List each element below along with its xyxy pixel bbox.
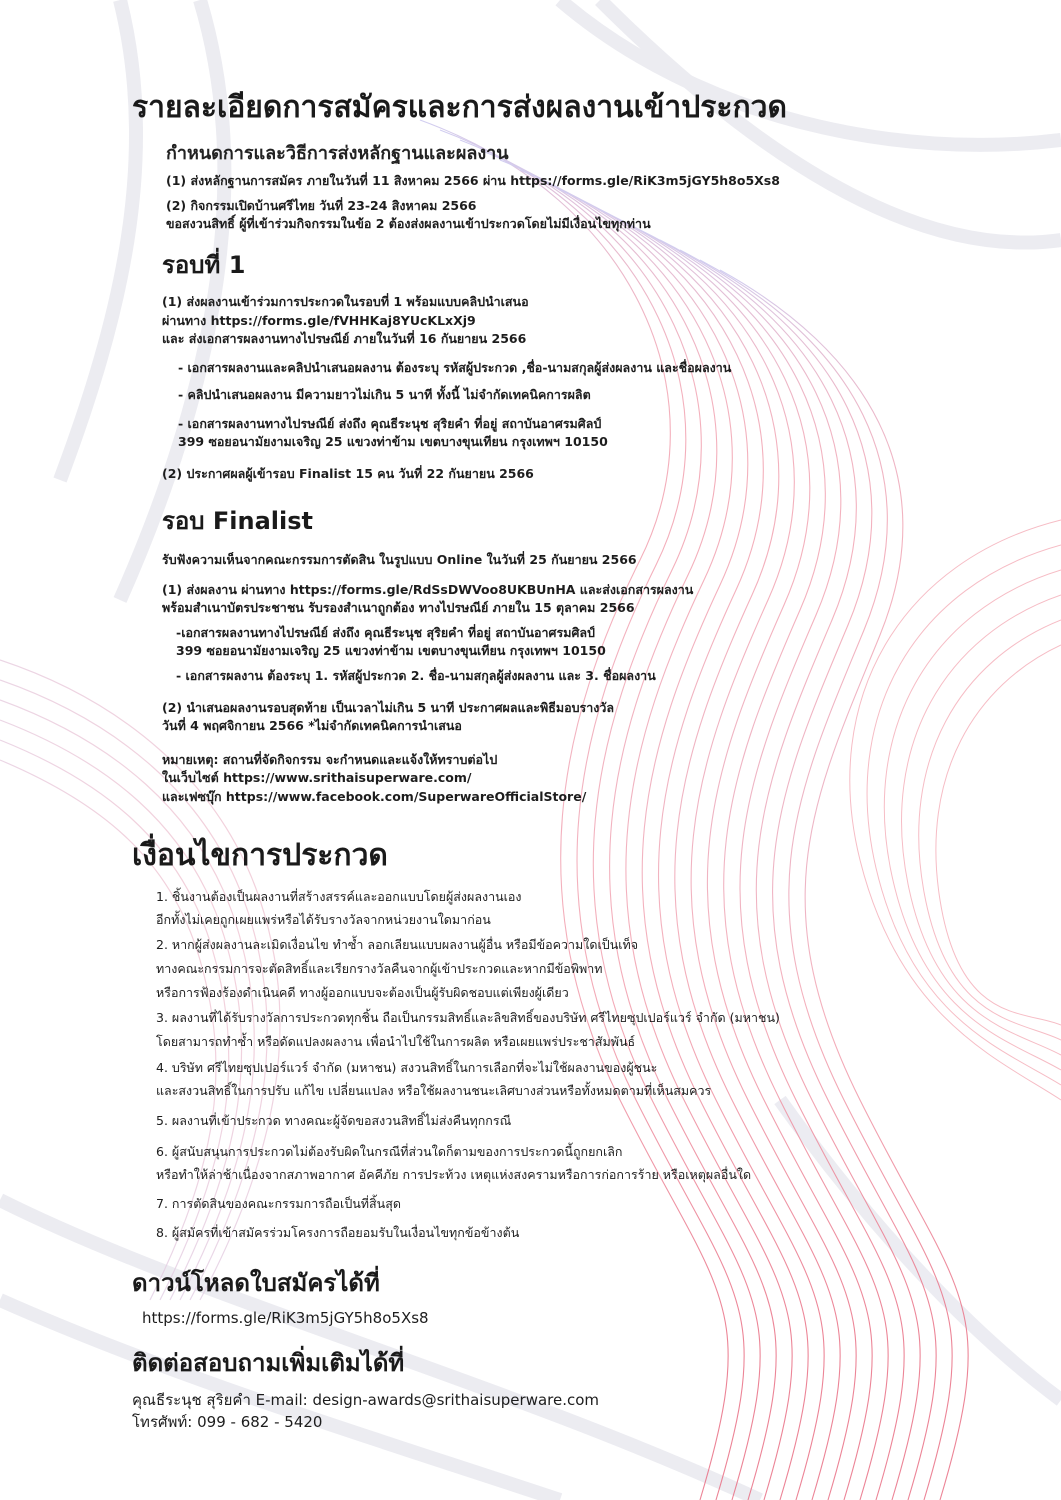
round1-item-1-line-2: ผ่านทาง https://forms.gle/fVHHKaj8YUcKLxXj9 bbox=[162, 313, 476, 328]
condition-7: 7. การตัดสินของคณะกรรมการถือเป็นที่สิ้นสุด bbox=[156, 1196, 401, 1211]
contact-heading: ติดต่อสอบถามเพิ่มเติมได้ที่ bbox=[132, 1349, 405, 1377]
finalist-bullet-1-line-1: -เอกสารผลงานทางไปรษณีย์ ส่งถึง คุณธีระนุช สุริยคำ ที่อยู่ สถาบันอาศรมศิลป์ bbox=[176, 625, 595, 640]
submission-heading: กำหนดการและวิธีการส่งหลักฐานและผลงาน bbox=[166, 143, 509, 164]
round1-heading: รอบที่ 1 bbox=[162, 251, 246, 279]
round1-bullet-1: - เอกสารผลงานและคลิปนำเสนอผลงาน ต้องระบุ รหัสผู้ประกวด ,ชื่อ-นามสกุลผู้ส่งผลงาน และชื่อผลงาน bbox=[178, 360, 732, 375]
condition-6-line-1: 6. ผู้สนับสนุนการประกวดไม่ต้องรับผิดในกรณีที่ส่วนใดก็ตามของการประกวดนี้ถูกยกเลิก bbox=[156, 1144, 623, 1159]
finalist-item-2-line-2: วันที่ 4 พฤศจิกายน 2566 *ไม่จำกัดเทคนิคการนำเสนอ bbox=[162, 718, 462, 733]
finalist-heading: รอบ Finalist bbox=[162, 507, 314, 535]
finalist-item-2-line-1: (2) นำเสนอผลงานรอบสุดท้าย เป็นเวลาไม่เกิน 5 นาที ประกาศผลและพิธีมอบรางวัล bbox=[162, 700, 615, 715]
finalist-intro: รับฟังความเห็นจากคณะกรรมการตัดสิน ในรูปแบบ Online ในวันที่ 25 กันยายน 2566 bbox=[162, 552, 637, 567]
submission-item-2-line-1: (2) กิจกรรมเปิดบ้านศรีไทย วันที่ 23-24 สิงหาคม 2566 bbox=[166, 198, 477, 213]
finalist-note-line-3: และเฟซบุ๊ก https://www.facebook.com/SuperwareOfficialStore/ bbox=[162, 789, 587, 804]
contact-name-email: คุณธีระนุช สุริยคำ E-mail: design-awards@srithaisuperware.com bbox=[132, 1391, 600, 1409]
condition-2-line-2: ทางคณะกรรมการจะตัดสิทธิ์และเรียกรางวัลคืนจากผู้เข้าประกวดและหากมีข้อพิพาท bbox=[156, 961, 603, 976]
finalist-bullet-1-line-2: 399 ซอยอนามัยงามเจริญ 25 แขวงท่าข้าม เขตบางขุนเทียน กรุงเทพฯ 10150 bbox=[176, 643, 606, 658]
round1-item-2: (2) ประกาศผลผู้เข้ารอบ Finalist 15 คน วันที่ 22 กันยายน 2566 bbox=[162, 466, 534, 481]
submission-item-1: (1) ส่งหลักฐานการสมัคร ภายในวันที่ 11 สิงหาคม 2566 ผ่าน https://forms.gle/RiK3m5jGY5h8o5Xs8 bbox=[166, 173, 780, 188]
condition-1-line-2: อีกทั้งไม่เคยถูกเผยแพร่หรือได้รับรางวัลจากหน่วยงานใดมาก่อน bbox=[156, 912, 491, 927]
finalist-item-1-line-2: พร้อมสำเนาบัตรประชาชน รับรองสำเนาถูกต้อง ทางไปรษณีย์ ภายใน 15 ตุลาคม 2566 bbox=[162, 600, 635, 615]
condition-8: 8. ผู้สมัครที่เข้าสมัครร่วมโครงการถือยอมรับในเงื่อนไขทุกข้อข้างต้น bbox=[156, 1225, 520, 1240]
submission-item-2-line-2: ขอสงวนสิทธิ์ ผู้ที่เข้าร่วมกิจกรรมในข้อ 2 ต้องส่งผลงานเข้าประกวดโดยไม่มีเงื่อนไขทุกท่าน bbox=[166, 216, 651, 231]
condition-4-line-2: และสงวนสิทธิ์ในการปรับ แก้ไข เปลี่ยนแปลง หรือใช้ผลงานชนะเลิศบางส่วนหรือทั้งหมดตามที่เห็นสมควร bbox=[156, 1083, 712, 1098]
round1-bullet-2: - คลิปนำเสนอผลงาน มีความยาวไม่เกิน 5 นาที ทั้งนี้ ไม่จำกัดเทคนิคการผลิต bbox=[178, 387, 591, 402]
round1-bullet-3-line-2: 399 ซอยอนามัยงามเจริญ 25 แขวงท่าข้าม เขตบางขุนเทียน กรุงเทพฯ 10150 bbox=[178, 434, 608, 449]
finalist-note-line-2: ในเว็บไซต์ https://www.srithaisuperware.com/ bbox=[162, 770, 472, 785]
conditions-heading: เงื่อนไขการประกวด bbox=[132, 838, 388, 873]
main-title: รายละเอียดการสมัครและการส่งผลงานเข้าประกวด bbox=[132, 90, 788, 125]
condition-1-line-1: 1. ชิ้นงานต้องเป็นผลงานที่สร้างสรรค์และออกแบบโดยผู้ส่งผลงานเอง bbox=[156, 889, 522, 904]
round1-bullet-3-line-1: - เอกสารผลงานทางไปรษณีย์ ส่งถึง คุณธีระนุช สุริยคำ ที่อยู่ สถาบันอาศรมศิลป์ bbox=[178, 416, 602, 431]
download-link[interactable]: https://forms.gle/RiK3m5jGY5h8o5Xs8 bbox=[142, 1309, 429, 1327]
condition-5: 5. ผลงานที่เข้าประกวด ทางคณะผู้จัดขอสงวนสิทธิ์ไม่ส่งคืนทุกกรณี bbox=[156, 1113, 512, 1128]
condition-3-line-1: 3. ผลงานที่ได้รับรางวัลการประกวดทุกชิ้น ถือเป็นกรรมสิทธิ์และลิขสิทธิ์ของบริษัท ศรีไทยซุปเปอร์แวร์ จำกัด (มหาชน) bbox=[156, 1010, 780, 1025]
condition-4-line-1: 4. บริษัท ศรีไทยซุปเปอร์แวร์ จำกัด (มหาชน) สงวนสิทธิ์ในการเลือกที่จะไม่ใช้ผลงานของผู้ชนะ bbox=[156, 1060, 658, 1075]
contact-phone: โทรศัพท์: 099 - 682 - 5420 bbox=[132, 1413, 323, 1431]
condition-2-line-1: 2. หากผู้ส่งผลงานละเมิดเงื่อนไข ทำซ้ำ ลอกเลียนแบบผลงานผู้อื่น หรือมีข้อความใดเป็นเท็จ bbox=[156, 937, 639, 952]
round1-item-1-line-1: (1) ส่งผลงานเข้าร่วมการประกวดในรอบที่ 1 พร้อมแบบคลิปนำเสนอ bbox=[162, 294, 529, 309]
condition-6-line-2: หรือทำให้ล่าช้าเนื่องจากสภาพอากาศ อัคคีภัย การประท้วง เหตุแห่งสงครามหรือการก่อการร้าย หรือเหตุผลอื่นใด bbox=[156, 1167, 752, 1182]
download-heading: ดาวน์โหลดใบสมัครได้ที่ bbox=[132, 1269, 380, 1297]
finalist-item-1-line-1: (1) ส่งผลงาน ผ่านทาง https://forms.gle/RdSsDWVoo8UKBUnHA และส่งเอกสารผลงาน bbox=[162, 582, 694, 597]
round1-item-1-line-3: และ ส่งเอกสารผลงานทางไปรษณีย์ ภายในวันที่ 16 กันยายน 2566 bbox=[162, 331, 527, 346]
finalist-bullet-2: - เอกสารผลงาน ต้องระบุ 1. รหัสผู้ประกวด 2. ชื่อ-นามสกุลผู้ส่งผลงาน และ 3. ชื่อผลงาน bbox=[176, 668, 656, 683]
condition-3-line-2: โดยสามารถทำซ้ำ หรือดัดแปลงผลงาน เพื่อนำไปใช้ในการผลิต หรือเผยแพร่ประชาสัมพันธ์ bbox=[156, 1034, 636, 1049]
condition-2-line-3: หรือการฟ้องร้องดำเนินคดี ทางผู้ออกแบบจะต้องเป็นผู้รับผิดชอบแต่เพียงผู้เดียว bbox=[156, 985, 569, 1000]
finalist-note-line-1: หมายเหตุ: สถานที่จัดกิจกรรม จะกำหนดและแจ้งให้ทราบต่อไป bbox=[162, 752, 498, 767]
